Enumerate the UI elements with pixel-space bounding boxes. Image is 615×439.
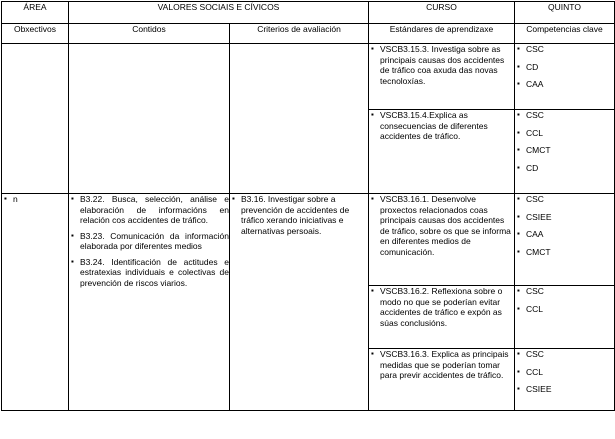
competencia-item: ▪ CAA	[515, 229, 614, 240]
standard-text: ▪ VSCB3.15.4.Explica as consecuencias de diferentes accidentes de tráfico.	[369, 110, 514, 142]
competencias-cell	[515, 110, 615, 194]
area-title: VALORES SOCIAIS E CÍVICOS	[69, 2, 369, 24]
curso-label: CURSO	[369, 2, 515, 24]
competencia-item: ▪ CSC	[515, 286, 614, 297]
contidos-header: Contidos	[69, 24, 230, 44]
contido-item: ▪ B3.24. Identificación de actitudes e estratexias individuais e colectivas de prevención de riscos viarios.	[69, 257, 229, 289]
competencias-cell	[515, 194, 615, 286]
criterios-cell	[230, 194, 369, 411]
competencias-cell	[515, 286, 615, 349]
standard-text: ▪ VSCB3.16.2. Reflexiona sobre o modo no que se poderían evitar accidentes de tráfico e expón as súas conclusións.	[369, 286, 514, 328]
competencia-item: ▪ CCL	[515, 128, 614, 139]
standard-cell	[369, 349, 515, 411]
competencia-item: ▪ CD	[515, 62, 614, 73]
competencia-item: ▪ CCL	[515, 304, 614, 315]
standard-cell	[369, 194, 515, 286]
competencia-item: ▪ CSIEE	[515, 384, 614, 395]
objectivo-item: ▪ n	[2, 194, 68, 205]
standard-cell	[369, 110, 515, 194]
standard-text: ▪ VSCB3.16.3. Explica as principais medidas que se poderían tomar para previr accidentes de tráfico.	[369, 349, 514, 381]
competencias-cell	[515, 44, 615, 110]
standard-text: ▪ VSCB3.16.1. Desenvolve proxectos relacionados coas principais causas dos accidentes de tráfico, sobre os que se informa en diferentes medios de comunicación.	[369, 194, 514, 257]
competencia-item: ▪ CSC	[515, 194, 614, 205]
competencia-item: ▪ CSC	[515, 349, 614, 360]
competencia-item: ▪ CMCT	[515, 145, 614, 156]
standard-cell	[369, 44, 515, 110]
competencia-item: ▪ CMCT	[515, 247, 614, 258]
table-row	[2, 44, 615, 110]
competencias-header: Competencias clave	[515, 24, 615, 44]
competencia-item: ▪ CCL	[515, 367, 614, 378]
table-row	[2, 194, 615, 286]
curriculum-table	[1, 1, 615, 411]
objectivos-header: Obxectivos	[2, 24, 69, 44]
competencia-item: ▪ CSC	[515, 44, 614, 55]
competencias-cell	[515, 349, 615, 411]
standard-text: ▪ VSCB3.15.3. Investiga sobre as principais causas dos accidentes de tráfico coa axuda das novas tecnoloxías.	[369, 44, 514, 86]
objectivos-cell	[2, 194, 69, 411]
contidos-cell	[69, 194, 230, 411]
objectivos-cell	[2, 44, 69, 194]
criterio-item: ▪ B3.16. Investigar sobre a prevención de accidentes de tráfico xerando iniciativas e alternativas persoais.	[230, 194, 368, 236]
criterios-cell	[230, 44, 369, 194]
competencia-item: ▪ CAA	[515, 79, 614, 90]
contidos-cell	[69, 44, 230, 194]
competencia-item: ▪ CD	[515, 163, 614, 174]
column-header-row	[2, 24, 615, 44]
contido-item: ▪ B3.23. Comunicación da información elaborada por diferentes medios	[69, 231, 229, 252]
criterios-header: Criterios de avaliación	[230, 24, 369, 44]
area-label: ÁREA	[2, 2, 69, 24]
competencia-item: ▪ CSIEE	[515, 212, 614, 223]
estandares-header: Estándares de aprendizaxe	[369, 24, 515, 44]
competencia-item: ▪ CSC	[515, 110, 614, 121]
standard-cell	[369, 286, 515, 349]
header-row	[2, 2, 615, 24]
curso-value: QUINTO	[515, 2, 615, 24]
contido-item: ▪ B3.22. Busca, selección, análise e elaboración de informacións en relación cos accidentes de tráfico.	[69, 194, 229, 226]
